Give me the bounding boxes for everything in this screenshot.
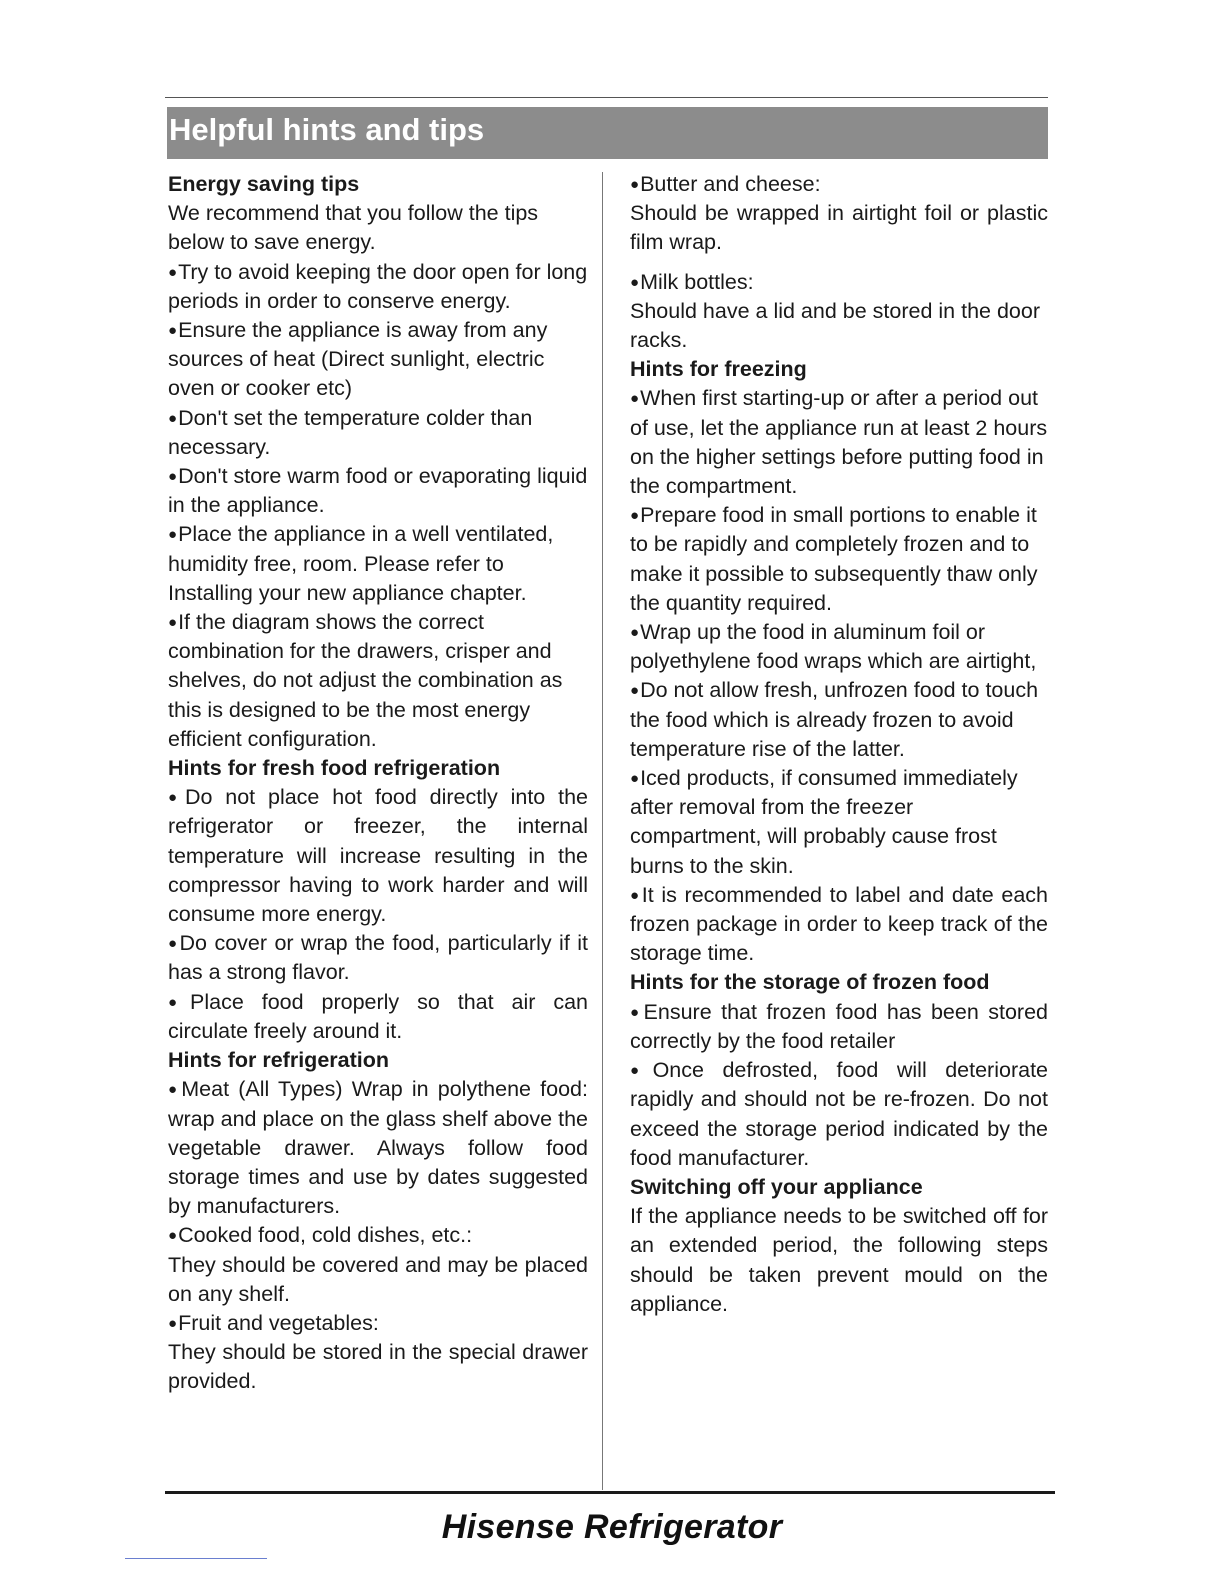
frozen-storage-heading: Hints for the storage of frozen food: [630, 970, 990, 995]
fresh-food-tip: ● Do not place hot food directly into the refrigerator or freezer, the internal temperature will increase resulting in the compressor having to work harder and will consume more energy.: [168, 783, 588, 929]
freezing-tip: ● Prepare food in small portions to enable it to be rapidly and completely frozen and to make it possible to subsequently thaw only the quantity required.: [630, 501, 1048, 618]
right-column: [630, 170, 1048, 1319]
milk-bottles-text: Should have a lid and be stored in the door racks.: [630, 298, 1040, 353]
refrigeration-cooked-label: ● Cooked food, cold dishes, etc.:: [168, 1221, 588, 1250]
energy-saving-heading: Energy saving tips: [168, 172, 360, 196]
section-banner-title: Helpful hints and tips: [167, 107, 1048, 159]
butter-cheese-text: Should be wrapped in airtight foil or plastic film wrap.: [630, 201, 1048, 255]
energy-tip: ● Don't store warm food or evaporating liquid in the appliance.: [168, 462, 588, 520]
refrigeration-fruit-label: ● Fruit and vegetables:: [168, 1309, 588, 1338]
refrigeration-fruit-text: They should be stored in the special drawer provided.: [168, 1340, 588, 1394]
freezing-heading: Hints for freezing: [630, 357, 807, 382]
column-divider: [602, 172, 603, 1490]
freezing-tip: ● When first starting-up or after a period out of use, let the appliance run at least 2 hours on the higher settings before putting food in the compartment.: [630, 384, 1048, 501]
milk-bottles-label: ● Milk bottles:: [630, 268, 1048, 297]
left-column: [168, 170, 588, 1397]
frozen-storage-tip: ● Once defrosted, food will deteriorate rapidly and should not be re-frozen. Do not exceed the storage period indicated by the food manufacturer.: [630, 1056, 1048, 1173]
energy-tip: ● Place the appliance in a well ventilated, humidity free, room. Please refer to Installing your new appliance chapter.: [168, 520, 588, 608]
energy-intro: We recommend that you follow the tips below to save energy.: [168, 201, 539, 255]
footer-link-underline: [125, 1558, 267, 1559]
freezing-tip: ● Iced products, if consumed immediately after removal from the freezer compartment, will probably cause frost burns to the skin.: [630, 764, 1048, 881]
fresh-food-tip: ● Do cover or wrap the food, particularly if it has a strong flavor.: [168, 929, 588, 987]
butter-cheese-label: ● Butter and cheese:: [630, 170, 1048, 199]
energy-tip: ● Don't set the temperature colder than necessary.: [168, 404, 588, 462]
refrigeration-meat-tip: ● Meat (All Types) Wrap in polythene food: wrap and place on the glass shelf above the vegetable drawer. Always follow food storage times and use by dates suggested by manufacturers.: [168, 1075, 588, 1221]
energy-tip: ● Try to avoid keeping the door open for long periods in order to conserve energy.: [168, 258, 588, 316]
freezing-tip: ● It is recommended to label and date each frozen package in order to keep track of the storage time.: [630, 881, 1048, 969]
energy-tip: ● Ensure the appliance is away from any sources of heat (Direct sunlight, electric oven or cooker etc): [168, 316, 588, 404]
refrigeration-cooked-text: They should be covered and may be placed on any shelf.: [168, 1252, 588, 1306]
top-rule: [165, 97, 1048, 98]
footer-brand: Hisense Refrigerator: [441, 1508, 783, 1546]
freezing-tip: ● Do not allow fresh, unfrozen food to touch the food which is already frozen to avoid temperature rise of the latter.: [630, 676, 1048, 764]
energy-tip: ● If the diagram shows the correct combination for the drawers, crisper and shelves, do not adjust the combination as this is designed to be the most energy efficient configuration.: [168, 608, 588, 754]
bottom-rule: [165, 1491, 1055, 1494]
switching-off-heading: Switching off your appliance: [630, 1174, 923, 1199]
frozen-storage-tip: ● Ensure that frozen food has been stored correctly by the food retailer: [630, 998, 1048, 1056]
fresh-food-heading: Hints for fresh food refrigeration: [168, 756, 501, 781]
switching-off-text: If the appliance needs to be switched off for an extended period, the following steps should be taken prevent mould on the appliance.: [630, 1204, 1048, 1316]
spacer: [630, 258, 1048, 268]
fresh-food-tip: ● Place food properly so that air can circulate freely around it.: [168, 988, 588, 1046]
freezing-tip: ● Wrap up the food in aluminum foil or polyethylene food wraps which are airtight,: [630, 618, 1048, 676]
refrigeration-heading: Hints for refrigeration: [168, 1048, 389, 1073]
